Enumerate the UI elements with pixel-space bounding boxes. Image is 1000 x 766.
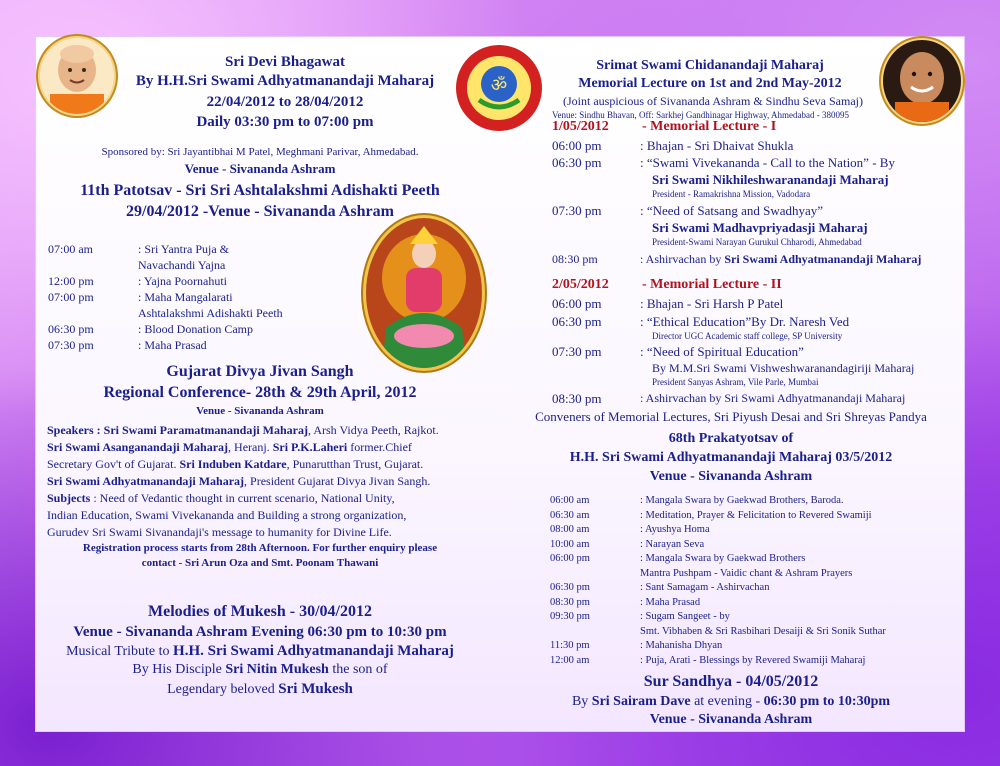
d1-r3-time: 07:30 pm [552, 203, 602, 218]
right-title-2: Memorial Lecture on 1st and 2nd May-2012 [578, 76, 842, 91]
prak-title-2: H.H. Sri Swami Adhyatmanandaji Maharaj 03/5/2012 [569, 450, 893, 465]
d1-r2-time: 06:30 pm [552, 155, 602, 170]
patotsav-date: 29/04/2012 -Venue - Sivananda Ashram [126, 203, 394, 220]
d1-r3-value: : “Need of Satsang and Swadhyay” [640, 203, 824, 218]
day1-label: - Memorial Lecture - I [642, 119, 777, 134]
d2-r3-name: By M.M.Sri Swami Vishweshwaranandagiriji Maharaj [652, 361, 915, 375]
schedule-row: 06:30 pm : Blood Donation Camp [48, 322, 253, 336]
schedule-row: 08:00 am : Ayushya Homa [550, 524, 710, 535]
prak-venue: Venue - Sivananda Ashram [649, 469, 813, 484]
goddess-image [366, 218, 482, 368]
schedule-row: 06:00 am : Mangala Swara by Gaekwad Brothers, Baroda. [550, 495, 844, 506]
mukesh-title: Melodies of Mukesh - 30/04/2012 [148, 603, 372, 620]
d2-r3-value: : “Need of Spiritual Education” [640, 344, 804, 359]
left-title-2: By H.H.Sri Swami Adhyatmanandaji Maharaj [135, 73, 435, 89]
left-title-3: 22/04/2012 to 28/04/2012 [206, 94, 364, 110]
sur-sandhya-by: By Sri Sairam Dave at evening - 06:30 pm to 10:30pm [571, 694, 891, 709]
om-logo-icon [455, 44, 543, 132]
schedule-row: 12:00 pm : Yajna Poornahuti [48, 274, 228, 288]
left-title-1: Sri Devi Bhagawat [225, 54, 345, 70]
d2-r1-value: : Bhajan - Sri Harsh P Patel [640, 296, 784, 311]
d2-r3-position: President Sanyas Ashram, Vile Parle, Mumbai [652, 377, 819, 387]
goddess-icon [366, 218, 482, 368]
gds-venue: Venue - Sivananda Ashram [196, 405, 324, 417]
d1-r2-position: President - Ramakrishna Mission, Vadodara [652, 189, 811, 199]
d2-r2-value: : “Ethical Education”By Dr. Naresh Ved [640, 314, 850, 329]
d2-r1-time: 06:00 pm [552, 296, 602, 311]
d2-r3-time: 07:30 pm [552, 344, 602, 359]
day2-date: 2/05/2012 [552, 277, 609, 292]
schedule-row: Navachandi Yajna [138, 258, 226, 272]
schedule-row: 08:30 pm : Maha Prasad [550, 596, 701, 608]
sponsor-text: Sponsored by: Sri Jayantibhai M Patel, Meghmani Parivar, Ahmedabad. [101, 146, 419, 158]
sur-sandhya-title: Sur Sandhya - 04/05/2012 [643, 673, 819, 690]
d2-r2-position: Director UGC Academic staff college, SP University [652, 331, 843, 341]
d2-r2-time: 06:30 pm [552, 314, 602, 329]
d1-r2-name: Sri Swami Nikhileshwaranandaji Maharaj [652, 172, 889, 187]
sponsor-venue: Venue - Sivananda Ashram [184, 161, 336, 176]
prak-title-1: 68th Prakatyotsav of [668, 431, 794, 446]
mukesh-legendary: Legendary beloved Sri Mukesh [167, 681, 353, 697]
d1-r2-value: : “Swami Vivekananda - Call to the Nation” - By [640, 155, 895, 170]
portrait-left-icon [40, 38, 114, 114]
schedule-row: Smt. Vibhaben & Sri Rasbihari Desaiji & Sri Sonik Suthar [640, 625, 886, 637]
subjects-line-2: Indian Education, Swami Vivekananda and Building a strong organization, [47, 508, 407, 522]
left-title-4: Daily 03:30 pm to 07:00 pm [196, 114, 374, 130]
swami-portrait-left [40, 38, 114, 114]
prak-schedule [550, 494, 950, 668]
d1-r4-value: : Ashirvachan by Sri Swami Adhyatmanandaji Maharaj [640, 252, 922, 266]
schedule-row: Ashtalakshmi Adishakti Peeth [138, 306, 283, 320]
schedule-row: 09:30 pm : Sugam Sangeet - by [550, 611, 730, 622]
speakers-line-3: Secretary Gov't of Gujarat. Sri Induben Katdare, Punarutthan Trust, Gujarat. [47, 457, 424, 471]
speakers-line-1: Speakers : Sri Swami Paramatmanandaji Maharaj, Arsh Vidya Peeth, Rajkot. [47, 423, 439, 437]
schedule-row: 07:00 am : Sri Yantra Puja & [48, 242, 230, 256]
patotsav-title: 11th Patotsav - Sri Sri Ashtalakshmi Adishakti Peeth [80, 182, 440, 199]
schedule-row: Mantra Pushpam - Vaidic chant & Ashram Prayers [640, 567, 853, 579]
d2-r4-value: : Ashirvachan by Sri Swami Adhyatmanandaji Maharaj [640, 391, 906, 405]
registration-line-1: Registration process starts from 28th Afternoon. For further enquiry please [82, 542, 438, 554]
subjects-line-1: Subjects : Need of Vedantic thought in current scenario, National Unity, [47, 491, 395, 505]
d1-r4-time: 08:30 pm [552, 252, 598, 266]
schedule-row: 10:00 am : Narayan Seva [550, 538, 705, 550]
schedule-row: 06:00 pm : Mangala Swara by Gaekwad Brothers [550, 553, 806, 564]
day1-date: 1/05/2012 [552, 119, 609, 134]
gds-conference: Regional Conference- 28th & 29th April, 2012 [103, 384, 417, 401]
right-joint: (Joint auspicious of Sivananda Ashram & Sindhu Seva Samaj) [563, 94, 863, 108]
gds-title: Gujarat Divya Jivan Sangh [166, 363, 354, 380]
conveners: Conveners of Memorial Lectures, Sri Piyush Desai and Sri Shreyas Pandya [535, 409, 927, 424]
speakers-line-2: Sri Swami Asanganandaji Maharaj, Heranj. Sri P.K.Laheri former.Chief [47, 440, 412, 454]
right-venue: Venue: Sindhu Bhavan, Off: Sarkhej Gandhinagar Highway, Ahmedabad - 380095 [552, 110, 849, 120]
schedule-row: 06:30 pm : Sant Samagam - Ashirvachan [550, 582, 770, 593]
d2-r4-time: 08:30 pm [552, 391, 602, 406]
schedule-row: 06:30 am : Meditation, Prayer & Felicitation to Revered Swamiji [550, 509, 872, 521]
right-title-1: Srimat Swami Chidanandaji Maharaj [596, 58, 824, 73]
portrait-right-icon [883, 40, 961, 122]
d1-r1-value: : Bhajan - Sri Dhaivat Shukla [640, 138, 794, 153]
subjects-line-3: Gurudev Sri Swami Sivanandaji's message to humanity for Divine Life. [47, 525, 392, 539]
schedule-row: 11:30 pm : Mahanisha Dhyan [550, 640, 723, 651]
patotsav-schedule [48, 241, 368, 353]
d1-r1-time: 06:00 pm [552, 138, 602, 153]
d1-r3-name: Sri Swami Madhavpriyadasji Maharaj [652, 220, 868, 235]
mukesh-venue: Venue - Sivananda Ashram Evening 06:30 pm to 10:30 pm [73, 624, 447, 640]
swami-portrait-right [883, 40, 961, 122]
ashram-logo [455, 44, 543, 132]
schedule-row: 12:00 am : Puja, Arati - Blessings by Revered Swamiji Maharaj [550, 654, 866, 666]
schedule-row: 07:00 pm : Maha Mangalarati [48, 290, 233, 304]
sur-sandhya-venue: Venue - Sivananda Ashram [649, 712, 813, 727]
svg-text:ॐ: ॐ [490, 75, 508, 96]
schedule-row: 07:30 pm : Maha Prasad [48, 338, 207, 352]
mukesh-tribute: Musical Tribute to H.H. Sri Swami Adhyatmanandaji Maharaj [66, 643, 454, 659]
registration-line-2: contact - Sri Arun Oza and Smt. Poonam Thawani [141, 557, 379, 569]
d1-r3-position: President-Swami Narayan Gurukul Chharodi, Ahmedabad [652, 237, 862, 247]
mukesh-disciple: By His Disciple Sri Nitin Mukesh the son of [132, 662, 388, 677]
day2-label: - Memorial Lecture - II [642, 277, 782, 292]
speakers-line-4: Sri Swami Adhyatmanandaji Maharaj, President Gujarat Divya Jivan Sangh. [47, 474, 431, 488]
